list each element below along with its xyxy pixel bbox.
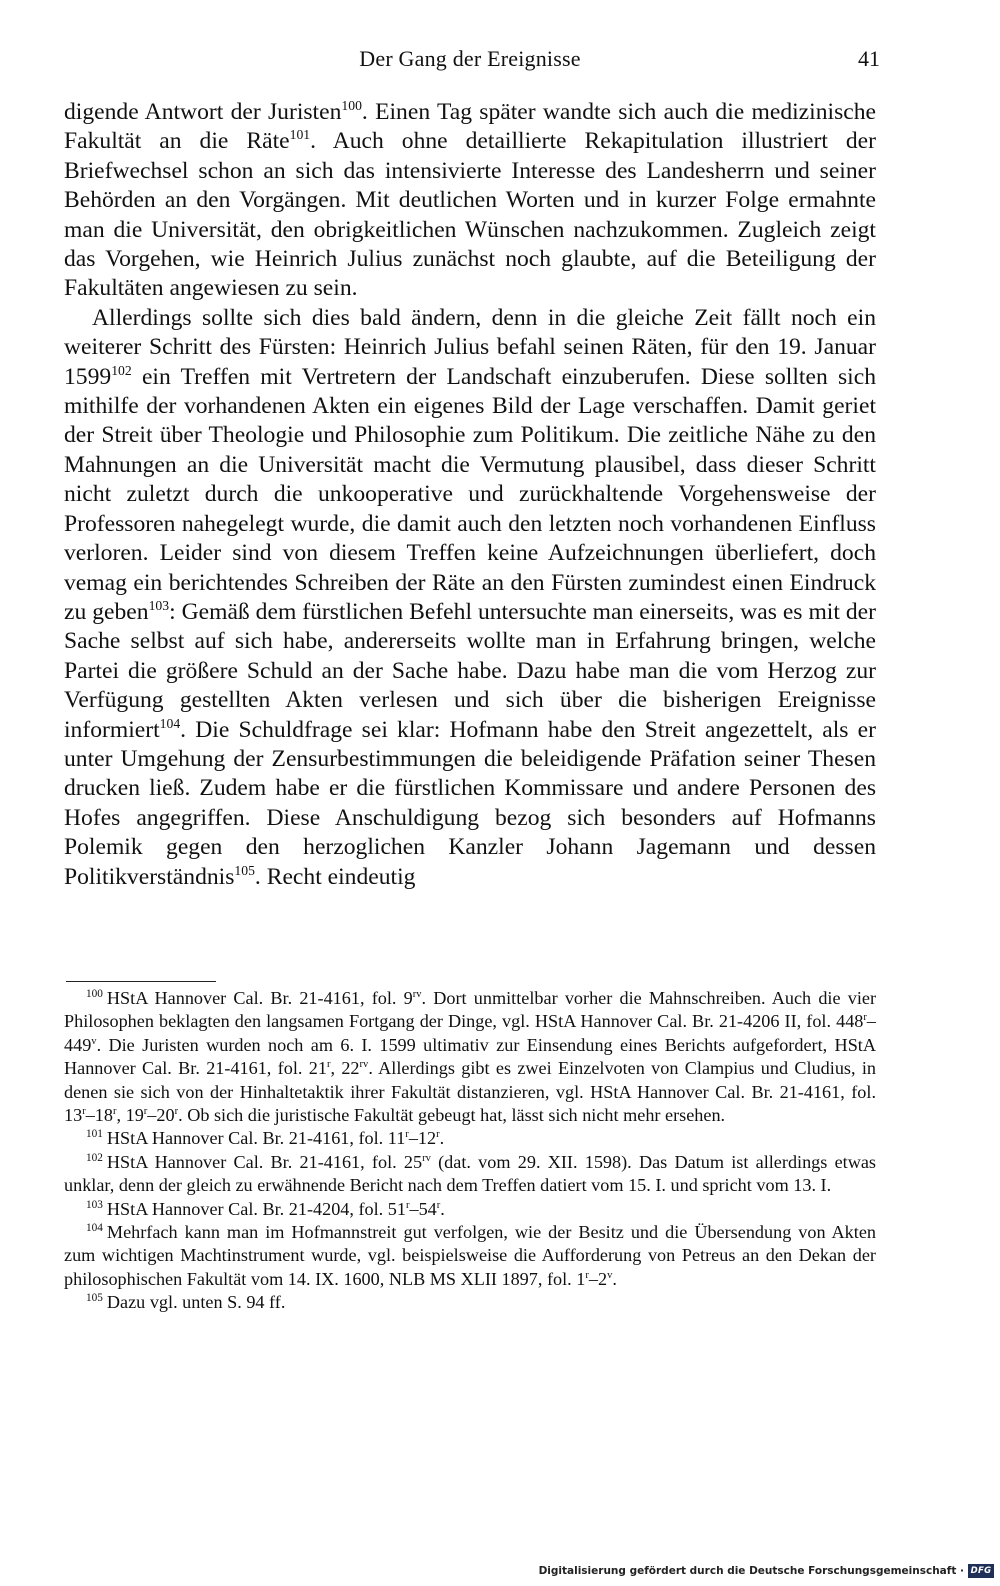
text-run: –18 [85,1105,113,1126]
paragraph [64,98,876,304]
text-run: –12 [408,1128,437,1149]
footnote-reference: rv [412,988,422,1000]
footnotes [64,987,876,1315]
footnote-reference: rv [422,1152,431,1164]
text-run: . [612,1268,617,1289]
text-run: HStA Hannover Cal. Br. 21-4161, fol. 25 [106,1151,423,1172]
text-run: Dazu vgl. unten S. 94 ff. [106,1292,286,1313]
footnote-number: 102 [86,1151,103,1164]
footnote-reference: r [82,1105,86,1117]
footnote-number: 103 [86,1198,103,1211]
text-run: . Auch ohne detaillierte Rekapitulation illustriert der Briefwechsel schon an sich das intensivierte Interesse des Landesherrn und seiner Behörden an den Vorgängen. Mit deutlichen Worten und in kurzer Folge ermahnte man die Universität, den obrigkeitlichen Wünschen nachzukommen. Zugleich zeigt das Vorgehen, wie Heinrich Julius zunächst noch glaubte, auf die Beteiligung der Fakultäten angewiesen zu sein. [64,128,876,302]
text-run: HStA Hannover Cal. Br. 21-4161, fol. 9 [106,988,413,1008]
footnote [64,1221,876,1291]
text-run: –20 [147,1105,175,1126]
text-run: . Ob sich die juristische Fakultät gebeugt hat, lässt sich nicht mehr ersehen. [178,1105,726,1126]
footnote [64,987,876,1127]
text-run: . Dort unmittelbar vorher die Mahnschreiben. Auch die vier Philosophen beklagten den langsamen Fortgang der Dinge, vgl. HStA Hannover Cal. Br. 21-4206 II, fol. 448 [64,988,877,1032]
text-run: HStA Hannover Cal. Br. 21-4204, fol. 51 [106,1198,406,1219]
footnote-reference: r [143,1105,148,1117]
footnote-number: 104 [86,1222,103,1234]
footnote-reference: r [405,1129,409,1141]
footnote-reference: r [174,1105,179,1117]
footnote [64,1198,876,1221]
footnote-reference: r [436,1199,441,1211]
footnote-reference: v [91,1035,97,1047]
text-run: . [440,1198,445,1219]
text-run: . Die Juristen wurden noch am 6. I. 1599 ultimativ zur Einsendung eines Berichts aufgefordert, HStA Hannover Cal. Br. 21-4161, fol. 21 [64,1034,876,1079]
text-run: . [439,1128,445,1149]
text-run: ein Treffen mit Vertretern der Landschaft einzuberufen. Diese sollten sich mithilfe der vorhandenen Akten ein eigenes Bild der Lage verschaffen. Damit geriet der Streit über Theologie und Philosophie zum Politikum. Die zeitliche Nähe zu den Mahnungen an die Universität macht die Vermutung plausibel, dass dieser Schritt nicht zuletzt durch die unkooperative und zurückhaltende Vorgehensweise der Professoren nahegelegt wurde, die damit auch den letzten noch vorhandenen Einfluss verloren. Leider sind von diesem Treffen keine Aufzeichnungen überliefert, doch vemag ein berichtendes Schreiben der Räte an den Fürsten zumindest einen Eindruck zu geben [64,363,876,625]
dfg-logo: DFG [968,1564,994,1578]
text-run: HStA Hannover Cal. Br. 21-4161, fol. 11 [106,1128,406,1149]
running-head [60,46,880,78]
text-run: . Einen Tag später wandte sich auch die medizinische Fakultät an die Räte [64,99,876,155]
text-run: , 19 [116,1105,144,1126]
text-run: –2 [588,1268,608,1289]
footnote-number: 100 [86,987,103,1000]
footnote-reference: 102 [111,362,132,378]
text-run: –449 [64,1011,876,1055]
text-run: (dat. vom 29. XII. 1598). Das Datum ist allerdings etwas unklar, denn der gleich zu erwähnende Bericht nach dem Treffen datiert vom 15. I. und spricht vom 13. I. [64,1151,876,1196]
text-run: . Allerdings gibt es zwei Einzelvoten von Clampius und Cludius, in denen sie sich von der Hinhaltetaktik ihrer Fakultät distanzieren, vgl. HStA Hannover Cal. Br. 21-4161, fol. 13 [64,1058,877,1126]
text-run: : Gemäß dem fürstlichen Befehl untersuchte man einerseits, was es mit der Sache selbst auf sich habe, andererseits wollte man in Erfahrung bringen, welche Partei die größere Schuld an der Sache habe. Dazu habe man die vom Herzog zur Verfügung gestellten Akten verlesen und sich über die bisherigen Ereignisse informiert [64,598,876,743]
footnote [64,1291,876,1314]
text-run: Allerdings sollte sich dies bald ändern, denn in die gleiche Zeit fällt noch ein weiterer Schritt des Fürsten: Heinrich Julius befahl seinen Räten, für den 19. Januar 1599 [64,304,876,390]
digitization-credit [539,1562,994,1580]
body-text [64,98,876,892]
text-run: . Recht eindeutig [254,863,416,890]
footnote-number: 101 [86,1128,103,1141]
text-run: Mehrfach kann man im Hofmannstreit gut verfolgen, wie der Besitz und die Übersendung von Akten zum wichtigen Machtinstrument wurde, vgl. beispielsweise die Aufforderung von Petreus an den Dekan der philosophischen Fakultät vom 14. IX. 1600, NLB MS XLII 1897, fol. 1 [64,1222,876,1289]
footnote-reference: r [112,1105,117,1117]
footnote-reference: r [585,1269,589,1281]
footnote-reference: v [607,1269,613,1281]
footnote-reference: 100 [341,98,362,114]
footnote-reference: r [326,1059,331,1071]
footnote-reference: rv [359,1059,369,1071]
footnote-rule [66,981,216,982]
footnote-reference: 101 [289,127,311,143]
text-run: . Die Schuldfrage sei klar: Hofmann habe den Streit angezettelt, als er unter Umgehung der Zensurbestimmungen die beleidigende Präfation seiner Thesen drucken ließ. Zudem habe er die fürstlichen Kommissare und andere Personen des Hofes angegriffen. Diese Anschuldigung bezog sich besonders auf Hofmanns Polemik gegen den herzoglichen Kanzler Johann Jagemann und dessen Politikverständnis [64,716,876,890]
footnote-reference: 105 [234,862,255,878]
text-run: –54 [409,1198,437,1219]
running-title: Der Gang der Ereignisse [359,46,581,71]
page-number: 41 [858,46,880,71]
credit-text: Digitalisierung gefördert durch die Deutsche Forschungsgemeinschaft · [538,1565,964,1577]
paragraph [64,304,876,892]
footnote [64,1127,876,1150]
footnote-reference: r [405,1199,410,1211]
footnote-reference: 103 [148,598,170,614]
footnote-reference: r [863,1012,867,1024]
footnote-reference: r [436,1129,440,1141]
footnote-reference: 104 [159,715,181,731]
footnote-number: 105 [86,1292,103,1305]
text-run: digende Antwort der Juristen [64,99,342,125]
footnote [64,1151,876,1198]
text-run: , 22 [330,1058,360,1079]
